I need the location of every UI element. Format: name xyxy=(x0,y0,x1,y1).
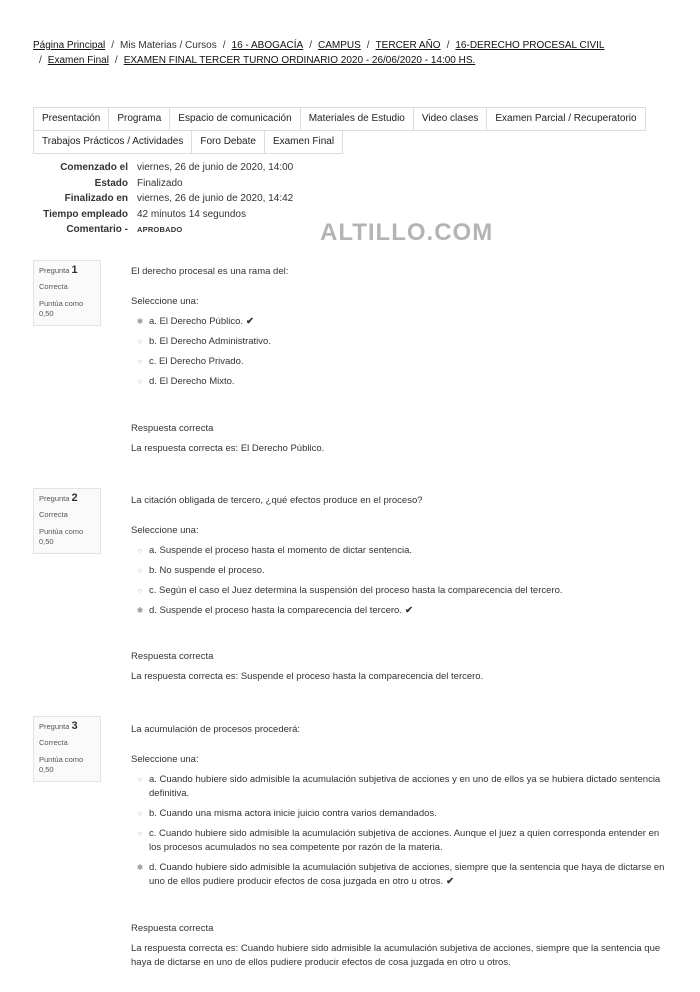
tab-foro-debate[interactable]: Foro Debate xyxy=(191,130,265,154)
summary-state-label: Estado xyxy=(94,177,128,189)
question-number-value: 1 xyxy=(71,264,78,276)
feedback-title: Respuesta correcta xyxy=(131,923,214,934)
breadcrumb-abogacia-link[interactable]: 16 - ABOGACÍA xyxy=(231,40,304,51)
answer-option-text: c. Cuando hubiere sido admisible la acumulación subjetiva de acciones. Aunque el juez a quien corresponda entender en los procesos acumulados no sea competente por razón de la materia. xyxy=(149,828,660,853)
course-tabs xyxy=(33,107,653,153)
answer-option-text: a. Cuando hubiere sido admisible la acumulación subjetiva de acciones y en uno de ellos ya se hubiera dictado sentencia definitiva. xyxy=(149,774,661,799)
radio-icon[interactable]: ○ xyxy=(137,829,143,838)
answer-option[interactable] xyxy=(131,827,671,855)
answer-option[interactable] xyxy=(131,564,671,578)
summary-started-label: Comenzado el xyxy=(60,162,128,173)
answer-option-text: b. El Derecho Administrativo. xyxy=(149,336,271,347)
tab-trabajos-practicos[interactable]: Trabajos Prácticos / Actividades xyxy=(33,130,192,154)
question-info-2 xyxy=(33,488,101,554)
question-number-value: 3 xyxy=(71,720,78,732)
answer-option[interactable] xyxy=(131,773,671,801)
answer-option-text: b. No suspende el proceso. xyxy=(149,565,265,576)
course-tabs-row-2 xyxy=(33,130,653,153)
question-info-1 xyxy=(33,260,101,326)
feedback-title: Respuesta correcta xyxy=(131,651,214,662)
check-icon: ✔ xyxy=(246,316,254,327)
select-one-label: Seleccione una: xyxy=(131,296,199,307)
breadcrumb-examen-final-link[interactable]: Examen Final xyxy=(47,55,109,66)
question-grade: Puntúa como 0,50 xyxy=(39,755,84,774)
breadcrumb-my-courses: Mis Materias / Cursos xyxy=(120,40,217,51)
breadcrumb-course-link[interactable]: 16-DERECHO PROCESAL CIVIL xyxy=(455,40,605,51)
question-feedback-2 xyxy=(131,650,671,684)
answer-option[interactable] xyxy=(131,807,671,821)
question-number xyxy=(39,492,95,504)
answer-option-text: c. El Derecho Privado. xyxy=(149,356,244,367)
breadcrumb-separator: / xyxy=(111,40,115,51)
select-one-label: Seleccione una: xyxy=(131,754,199,765)
summary-comment-value: APROBADO xyxy=(137,225,183,234)
radio-selected-icon[interactable]: ✱ xyxy=(136,317,144,326)
question-feedback-3 xyxy=(131,922,671,970)
answer-option-text: b. Cuando una misma actora inicie juicio contra varios demandados. xyxy=(149,808,437,819)
breadcrumb-tercer-ano-link[interactable]: TERCER AÑO xyxy=(375,40,441,51)
question-status: Correcta xyxy=(39,510,68,519)
radio-icon[interactable]: ○ xyxy=(137,586,143,595)
summary-comment-label: Comentario - xyxy=(66,224,128,235)
answer-option[interactable] xyxy=(131,315,671,329)
breadcrumb-campus-link[interactable]: CAMPUS xyxy=(318,40,361,51)
question-prefix: Pregunta xyxy=(39,266,70,275)
question-text: La acumulación de procesos procederá: xyxy=(131,724,300,735)
radio-icon[interactable]: ○ xyxy=(137,775,143,784)
answer-option[interactable] xyxy=(131,584,671,598)
summary-time-value: 42 minutos 14 segundos xyxy=(137,208,246,220)
answer-option[interactable] xyxy=(131,335,671,349)
answer-option[interactable] xyxy=(131,604,671,618)
question-feedback-1 xyxy=(131,422,671,456)
answer-option[interactable] xyxy=(131,544,671,558)
question-prefix: Pregunta xyxy=(39,494,70,503)
tab-examen-parcial[interactable]: Examen Parcial / Recuperatorio xyxy=(486,107,645,131)
question-number-value: 2 xyxy=(71,492,78,504)
summary-time-row xyxy=(33,207,293,223)
tab-examen-final[interactable]: Examen Final xyxy=(264,130,343,154)
breadcrumb-separator: / xyxy=(446,40,450,51)
summary-started-row xyxy=(33,160,293,176)
answer-option-text: d. Suspende el proceso hasta la comparecencia del tercero. xyxy=(149,605,402,616)
question-number xyxy=(39,720,95,732)
question-grade: Puntúa como 0,50 xyxy=(39,299,84,318)
question-body-3 xyxy=(131,723,671,889)
question-status: Correcta xyxy=(39,282,68,291)
select-one-label: Seleccione una: xyxy=(131,525,199,536)
tab-programa[interactable]: Programa xyxy=(108,107,170,131)
question-grade: Puntúa como 0,50 xyxy=(39,527,84,546)
feedback-text: La respuesta correcta es: Cuando hubiere sido admisible la acumulación subjetiva de acciones, siempre que la sentencia que haya de dictarse en uno de ellos pudiere producir efectos de cosa juzgada en otro u otros. xyxy=(131,943,661,968)
summary-state-value: Finalizado xyxy=(137,177,183,189)
breadcrumb-separator: / xyxy=(309,40,312,51)
radio-selected-icon[interactable]: ✱ xyxy=(136,863,144,872)
summary-time-label: Tiempo empleado xyxy=(43,208,128,220)
question-text: La citación obligada de tercero, ¿qué efectos produce en el proceso? xyxy=(131,495,423,506)
watermark: ALTILLO.COM xyxy=(320,219,494,246)
question-body-1 xyxy=(131,265,671,389)
question-body-2 xyxy=(131,494,671,618)
question-info-3 xyxy=(33,716,101,782)
attempt-summary xyxy=(33,160,293,238)
feedback-title: Respuesta correcta xyxy=(131,423,214,434)
summary-finished-label: Finalizado en xyxy=(64,193,128,204)
answer-option[interactable] xyxy=(131,355,671,369)
radio-icon[interactable]: ○ xyxy=(137,546,143,555)
radio-icon[interactable]: ○ xyxy=(137,566,143,575)
tab-materiales-estudio[interactable]: Materiales de Estudio xyxy=(300,107,414,131)
feedback-text: La respuesta correcta es: Suspende el proceso hasta la comparecencia del tercero. xyxy=(131,671,484,682)
question-number xyxy=(39,264,95,276)
summary-finished-row xyxy=(33,191,293,207)
course-tabs-row-1 xyxy=(33,107,653,130)
breadcrumb xyxy=(33,38,673,68)
question-status: Correcta xyxy=(39,738,68,747)
answer-option[interactable] xyxy=(131,861,671,889)
answer-option-text: a. El Derecho Público. xyxy=(149,316,243,327)
breadcrumb-exam-link[interactable]: EXAMEN FINAL TERCER TURNO ORDINARIO 2020 - 26/06/2020 - 14:00 HS. xyxy=(123,55,476,66)
radio-icon[interactable]: ○ xyxy=(137,377,143,386)
answer-option-text: d. El Derecho Mixto. xyxy=(149,376,235,387)
check-icon: ✔ xyxy=(446,876,455,887)
answer-option-text: a. Suspende el proceso hasta el momento de dictar sentencia. xyxy=(149,545,412,556)
summary-comment-row xyxy=(33,222,293,238)
radio-icon[interactable]: ○ xyxy=(137,337,143,346)
question-text: El derecho procesal es una rama del: xyxy=(131,266,289,277)
breadcrumb-home-link[interactable]: Página Principal xyxy=(33,40,106,51)
radio-selected-icon[interactable]: ✱ xyxy=(136,606,144,615)
breadcrumb-separator: / xyxy=(222,40,226,51)
radio-icon[interactable]: ○ xyxy=(137,809,143,818)
tab-presentacion[interactable]: Presentación xyxy=(33,107,109,131)
summary-state-row xyxy=(33,176,293,192)
tab-video-clases[interactable]: Video clases xyxy=(413,107,488,131)
summary-started-value: viernes, 26 de junio de 2020, 14:00 xyxy=(137,162,294,173)
answer-option-text: c. Según el caso el Juez determina la suspensión del proceso hasta la comparecencia del tercero. xyxy=(149,585,563,596)
answer-option-text: d. Cuando hubiere sido admisible la acumulación subjetiva de acciones, siempre que la sentencia que haya de dictarse en uno de ellos pudiere producir efectos de cosa juzgada en otro u otros. xyxy=(149,862,665,887)
breadcrumb-separator: / xyxy=(366,40,370,51)
summary-finished-value: viernes, 26 de junio de 2020, 14:42 xyxy=(137,193,294,204)
tab-espacio-comunicacion[interactable]: Espacio de comunicación xyxy=(169,107,300,131)
check-icon: ✔ xyxy=(404,605,413,616)
breadcrumb-separator: / xyxy=(39,55,42,66)
feedback-text: La respuesta correcta es: El Derecho Público. xyxy=(131,443,325,454)
answer-option[interactable] xyxy=(131,375,671,389)
radio-icon[interactable]: ○ xyxy=(137,357,143,366)
question-prefix: Pregunta xyxy=(39,722,70,731)
breadcrumb-separator: / xyxy=(114,55,118,66)
